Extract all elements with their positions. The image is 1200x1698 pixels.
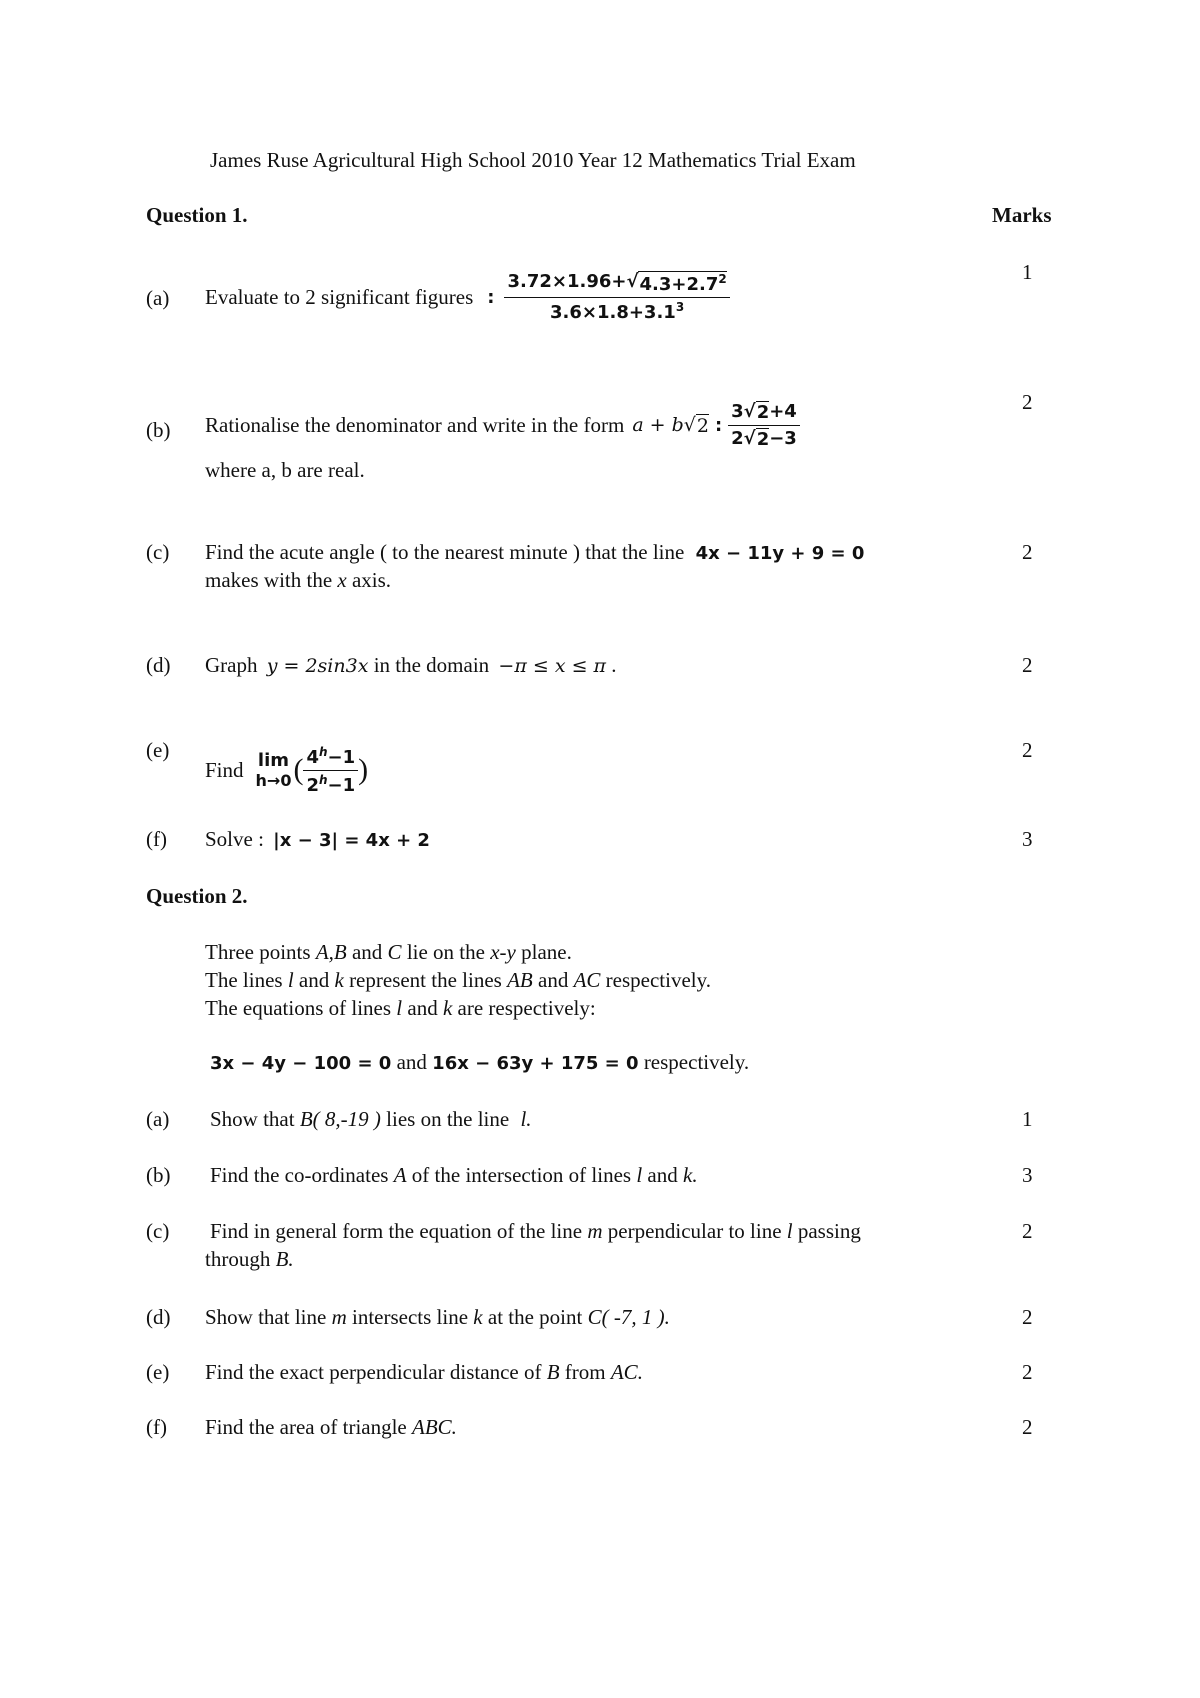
q2-intro3-b: and	[407, 996, 438, 1020]
q1a-text	[205, 262, 730, 332]
q2c-t2: perpendicular to line	[607, 1219, 782, 1243]
q2-eq-tail: respectively.	[643, 1050, 750, 1074]
q2-intro2-e: respectively.	[605, 968, 712, 992]
q2b-l: l	[636, 1163, 643, 1187]
q2c-label: (c)	[146, 1219, 170, 1243]
q1a-numerator	[504, 271, 729, 298]
q2b-A: A	[393, 1163, 407, 1187]
q2e-text	[205, 1360, 643, 1385]
q1b-text-line2: where a, b are real.	[205, 458, 365, 482]
q1a-marks: 1	[1022, 260, 1033, 284]
q1e-den-base: 2	[306, 774, 319, 796]
q1e-fraction	[303, 745, 358, 796]
q2c-B: B.	[275, 1247, 294, 1271]
q2-intro-line2	[205, 968, 711, 993]
q2e-AC: AC.	[610, 1360, 643, 1384]
q1e-den-exp: h	[318, 772, 328, 787]
q1b-den-radicand: 2	[756, 428, 770, 450]
q1f-text	[205, 827, 430, 852]
q2c-text-line2	[205, 1247, 294, 1272]
q1d-equation: y = 2sin3x	[266, 655, 369, 677]
q1e-numerator	[303, 745, 358, 771]
q2b-t1: Find the co-ordinates	[210, 1163, 389, 1187]
q1b-den-coef: 2	[731, 427, 744, 449]
q1e-num-exp: h	[318, 744, 328, 759]
q2b-text	[210, 1163, 698, 1188]
q2f-ABC: ABC.	[412, 1415, 457, 1439]
q1c-text2a: makes with the	[205, 568, 333, 592]
q1c-text-line2	[205, 568, 391, 593]
q2-intro2-b: and	[298, 968, 330, 992]
q2d-m: m	[331, 1305, 347, 1329]
q1a-num-pre: 3.72×1.96+	[507, 271, 627, 292]
q2b-label: (b)	[146, 1163, 171, 1187]
q2c-marks: 2	[1022, 1219, 1033, 1243]
q2a-marks: 1	[1022, 1107, 1033, 1131]
q2c-t3: passing	[797, 1219, 861, 1243]
q2-equation-l: 3x − 4y − 100 = 0	[210, 1053, 392, 1074]
q2-intro1-c: C	[387, 940, 402, 964]
q2-intro1-plane: x-y	[490, 940, 516, 964]
q2c-text	[210, 1219, 861, 1244]
q2d-label: (d)	[146, 1305, 171, 1329]
q2f-t1: Find the area of triangle	[205, 1415, 407, 1439]
q1f-label: (f)	[146, 827, 167, 851]
q1e-rparen: )	[358, 753, 369, 786]
q1a-num-exp: 2	[718, 272, 727, 286]
q2d-t1: Show that line	[205, 1305, 327, 1329]
q1a-denominator	[547, 298, 687, 323]
q2a-label: (a)	[146, 1107, 170, 1131]
q2b-t2: of the intersection of lines	[411, 1163, 632, 1187]
q1e-lim-sub: h→0	[255, 771, 292, 790]
q1e-den-tail: −1	[327, 774, 356, 796]
q2d-marks: 2	[1022, 1305, 1033, 1329]
question-2-heading: Question 2.	[146, 884, 248, 908]
q1b-num-sqrt: √ 2	[743, 400, 770, 423]
q2e-marks: 2	[1022, 1360, 1033, 1384]
q2a-point: B( 8,-19 )	[299, 1107, 381, 1131]
q2e-t2: from	[564, 1360, 606, 1384]
q2-intro-line3	[205, 996, 596, 1021]
q1c-x: x	[337, 568, 347, 592]
q1a-colon: :	[487, 286, 495, 308]
q2a-t1: Show that	[210, 1107, 295, 1131]
q2c-l: l	[786, 1219, 793, 1243]
q1e-marks: 2	[1022, 738, 1033, 762]
q1d-instruction: Graph	[205, 653, 258, 677]
q1a-den-text: 3.6×1.8+3.1	[549, 302, 676, 323]
q1c-marks: 2	[1022, 540, 1033, 564]
q2f-text	[205, 1415, 457, 1440]
q1d-domain: −π ≤ x ≤ π	[498, 655, 607, 677]
q1b-form-b: b	[671, 414, 684, 436]
q1a-radicand: 4.3+2.7	[639, 274, 719, 295]
q2d-text	[205, 1305, 670, 1330]
q1b-form-sqrt: √ 2	[683, 413, 709, 437]
q1e-num-base: 4	[306, 746, 319, 768]
q1e-limit	[256, 750, 292, 790]
q1b-form-plus: +	[649, 414, 666, 436]
q1d-marks: 2	[1022, 653, 1033, 677]
q2-eq-and: and	[396, 1050, 427, 1074]
q1b-den-sqrt: √ 2	[743, 427, 770, 450]
q2a-line-l: l.	[520, 1107, 532, 1131]
q2c-m: m	[587, 1219, 603, 1243]
q2-intro3-a: The equations of lines	[205, 996, 392, 1020]
q2-intro3-l: l	[396, 996, 403, 1020]
q2e-B: B	[546, 1360, 560, 1384]
q2f-label: (f)	[146, 1415, 167, 1439]
q1b-form-a: a	[632, 414, 644, 436]
q1c-instruction: Find the acute angle ( to the nearest minute ) that the line	[205, 540, 685, 564]
q2-intro2-ac: AC	[573, 968, 601, 992]
q2b-t3: and	[647, 1163, 678, 1187]
q2-intro2-d: and	[538, 968, 569, 992]
q2-intro3-c: are respectively:	[457, 996, 596, 1020]
q1d-label: (d)	[146, 653, 171, 677]
q2-intro2-ab: AB	[507, 968, 533, 992]
q1c-equation: 4x − 11y + 9 = 0	[695, 543, 865, 564]
q1b-text	[205, 390, 800, 460]
q2-intro1-f: plane.	[521, 940, 572, 964]
q1a-fraction	[504, 271, 729, 323]
q2-intro3-k: k	[442, 996, 453, 1020]
q1b-num-radicand: 2	[756, 401, 770, 423]
q1b-label: (b)	[146, 418, 171, 442]
q1d-text2: in the domain	[373, 653, 490, 677]
q1f-equation: |x − 3| = 4x + 2	[273, 830, 430, 851]
q2c-t4: through	[205, 1247, 271, 1271]
q1b-den-tail: −3	[769, 427, 797, 449]
marks-heading: Marks	[992, 203, 1052, 227]
q1b-num-tail: +4	[769, 400, 797, 422]
q2d-t2: intersects line	[352, 1305, 469, 1329]
q2a-text	[210, 1107, 532, 1132]
q1e-instruction: Find	[205, 757, 244, 782]
q1c-text2b: axis.	[351, 568, 392, 592]
q1b-numerator	[728, 401, 800, 426]
q2-equations-line	[210, 1050, 749, 1075]
q1d-tail: .	[611, 653, 617, 677]
q1f-marks: 3	[1022, 827, 1033, 851]
question-1-heading: Question 1.	[146, 203, 248, 227]
q2-intro2-k: k	[334, 968, 344, 992]
q2b-k: k.	[683, 1163, 698, 1187]
q1b-colon: :	[714, 414, 723, 436]
q1b-instruction: Rationalise the denominator and write in the form	[205, 412, 625, 437]
q2-intro2-c: represent the lines	[349, 968, 502, 992]
q1a-label: (a)	[146, 286, 170, 310]
q1b-denominator	[728, 426, 800, 450]
q1f-instruction: Solve :	[205, 827, 264, 851]
q2f-marks: 2	[1022, 1415, 1033, 1439]
q1b-fraction	[728, 401, 800, 450]
q2d-t3: at the point	[487, 1305, 583, 1329]
q2e-label: (e)	[146, 1360, 170, 1384]
exam-title: James Ruse Agricultural High School 2010 Year 12 Mathematics Trial Exam	[210, 148, 856, 172]
q2a-t2: lies on the line	[386, 1107, 510, 1131]
q2-intro-line1	[205, 940, 572, 965]
q1a-instruction: Evaluate to 2 significant figures	[205, 284, 474, 309]
q1a-sqrt: √ $4.3+2.7^2$	[626, 271, 727, 295]
q1e-lim: lim	[257, 750, 290, 771]
q2c-t1: Find in general form the equation of the line	[210, 1219, 583, 1243]
q1c-label: (c)	[146, 540, 170, 564]
q2b-marks: 3	[1022, 1163, 1033, 1187]
q2-intro2-l: l	[287, 968, 294, 992]
q1b-form-radicand: 2	[696, 414, 709, 437]
q2-intro1-b: and	[351, 940, 383, 964]
q2-intro1-a: Three points	[205, 940, 311, 964]
q2-intro2-a: The lines	[205, 968, 283, 992]
q2d-k: k	[473, 1305, 483, 1329]
q1a-den-exp: 3	[675, 300, 685, 314]
q1d-text	[205, 653, 617, 678]
q2-equation-k: 16x − 63y + 175 = 0	[432, 1053, 639, 1074]
q1b-num-coef: 3	[731, 400, 744, 422]
q1e-num-tail: −1	[327, 746, 356, 768]
q1e-lparen: (	[293, 753, 304, 786]
q2-intro1-d: lie on the	[406, 940, 485, 964]
q1c-text	[205, 540, 864, 565]
q1e-text	[205, 738, 368, 802]
q2e-t1: Find the exact perpendicular distance of	[205, 1360, 542, 1384]
q1b-marks: 2	[1022, 390, 1033, 414]
q2-intro1-points: A,B	[315, 940, 347, 964]
q2d-point: C( -7, 1 ).	[587, 1305, 670, 1329]
q1e-denominator	[303, 771, 358, 796]
q1e-label: (e)	[146, 738, 170, 762]
